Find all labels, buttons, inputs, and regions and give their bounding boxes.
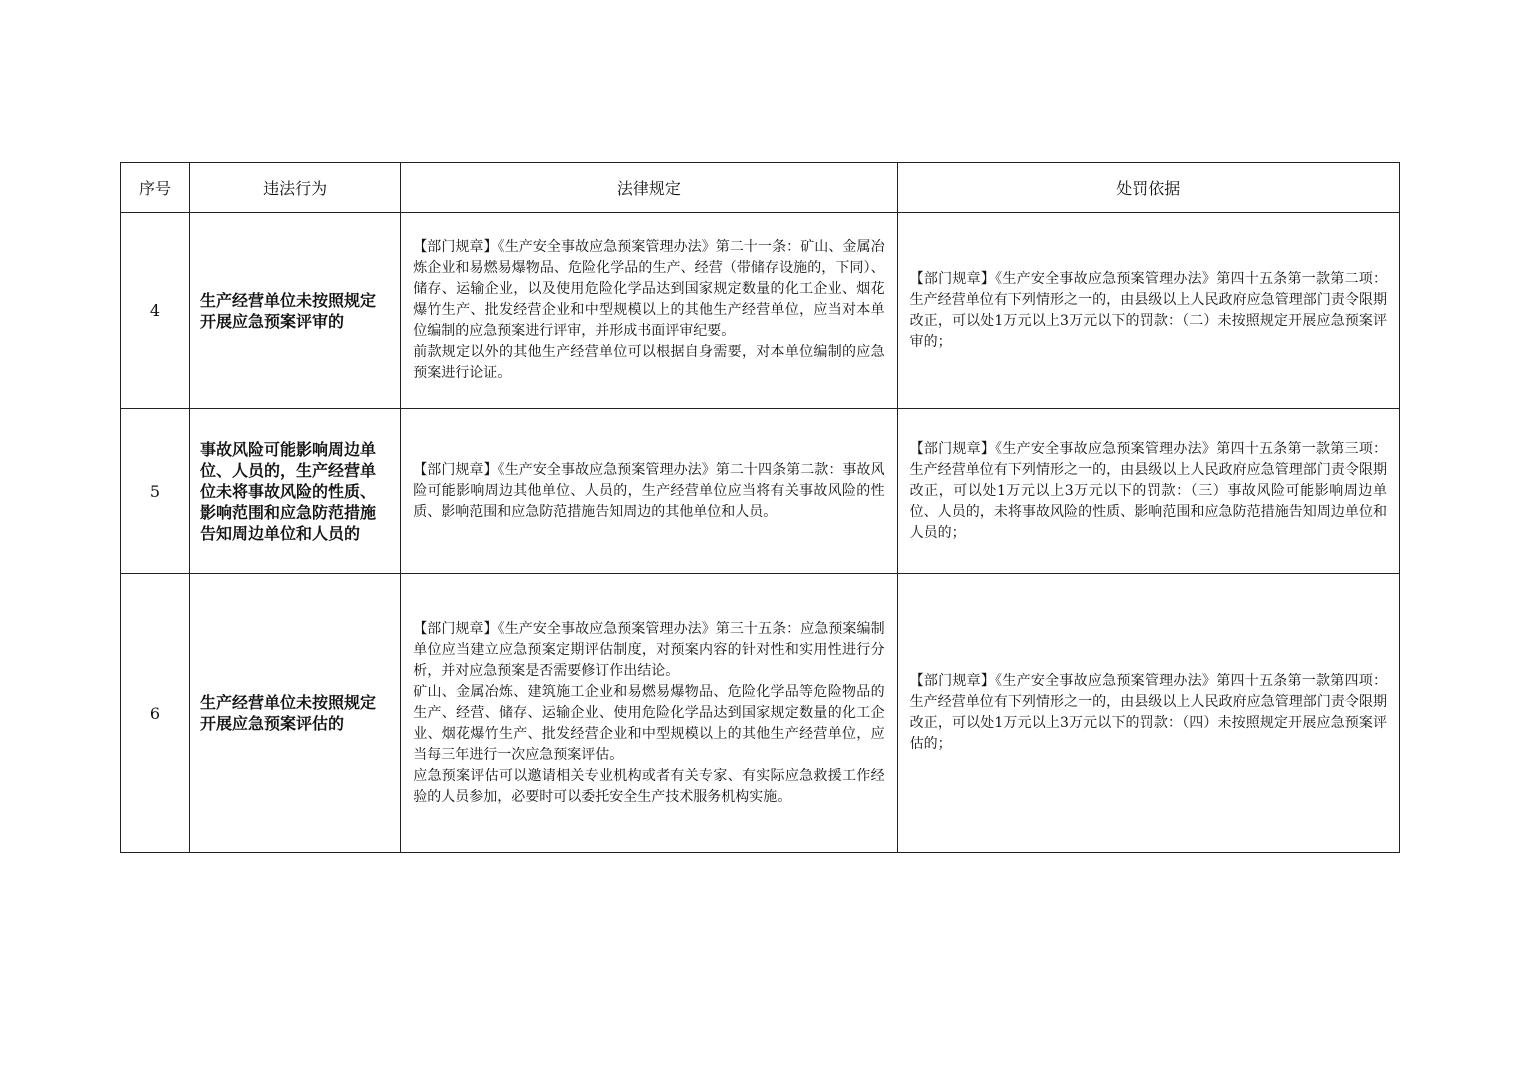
legal-paragraph: 矿山、金属冶炼、建筑施工企业和易燃易爆物品、危险化学品等危险物品的生产、经营、储存、运输企业、使用危险化学品达到国家规定数量的化工企业、烟花爆竹生产、批发经营企业和中型规模以上的其他生产经营单位，应当每三年进行一次应急预案评估。 — [413, 683, 885, 763]
penalty-basis-cell — [897, 409, 1399, 574]
legal-paragraph: 前款规定以外的其他生产经营单位可以根据自身需要，对本单位编制的应急预案进行论证。 — [413, 344, 885, 381]
violation-cell: 生产经营单位未按照规定开展应急预案评审的 — [190, 213, 401, 409]
header-penalty-basis: 处罚依据 — [897, 163, 1399, 213]
row-number: 4 — [121, 213, 190, 409]
header-violation: 违法行为 — [190, 163, 401, 213]
violation-cell: 生产经营单位未按照规定开展应急预案评估的 — [190, 574, 401, 853]
legal-paragraph: 【部门规章】《生产安全事故应急预案管理办法》第二十四条第二款：事故风险可能影响周边其他单位、人员的，生产经营单位应当将有关事故风险的性质、影响范围和应急防范措施告知周边的其他单位和人员。 — [413, 461, 885, 520]
legal-provision-cell — [401, 409, 897, 574]
legal-provision-cell — [401, 213, 897, 409]
regulation-table — [120, 162, 1400, 853]
header-legal-provision: 法律规定 — [401, 163, 897, 213]
penalty-basis-cell — [897, 213, 1399, 409]
row-number: 6 — [121, 574, 190, 853]
legal-paragraph: 【部门规章】《生产安全事故应急预案管理办法》第三十五条：应急预案编制单位应当建立应急预案定期评估制度，对预案内容的针对性和实用性进行分析，并对应急预案是否需要修订作出结论。 — [413, 620, 885, 679]
penalty-paragraph: 【部门规章】《生产安全事故应急预案管理办法》第四十五条第一款第二项：生产经营单位有下列情形之一的，由县级以上人民政府应急管理部门责令限期改正，可以处1万元以上3万元以下的罚款：（二）未按照规定开展应急预案评审的； — [909, 270, 1387, 350]
header-number: 序号 — [121, 163, 190, 213]
legal-paragraph: 【部门规章】《生产安全事故应急预案管理办法》第二十一条：矿山、金属冶炼企业和易燃易爆物品、危险化学品的生产、经营（带储存设施的，下同）、储存、运输企业，以及使用危险化学品达到国家规定数量的化工企业、烟花爆竹生产、批发经营企业和中型规模以上的其他生产经营单位，应当对本单位编制的应急预案进行评审，并形成书面评审纪要。 — [413, 239, 885, 339]
row-number: 5 — [121, 409, 190, 574]
penalty-paragraph: 【部门规章】《生产安全事故应急预案管理办法》第四十五条第一款第三项：生产经营单位有下列情形之一的，由县级以上人民政府应急管理部门责令限期改正，可以处1万元以上3万元以下的罚款：（三）事故风险可能影响周边单位、人员的，未将事故风险的性质、影响范围和应急防范措施告知周边单位和人员的； — [909, 440, 1387, 541]
violation-cell: 事故风险可能影响周边单位、人员的，生产经营单位未将事故风险的性质、影响范围和应急防范措施告知周边单位和人员的 — [190, 409, 401, 574]
penalty-basis-cell — [897, 574, 1399, 853]
legal-paragraph: 应急预案评估可以邀请相关专业机构或者有关专家、有实际应急救援工作经验的人员参加，必要时可以委托安全生产技术服务机构实施。 — [413, 767, 885, 805]
table-row — [121, 409, 1400, 574]
table-row — [121, 574, 1400, 853]
header-row — [121, 163, 1400, 213]
legal-provision-cell — [401, 574, 897, 853]
table-row — [121, 213, 1400, 409]
penalty-paragraph: 【部门规章】《生产安全事故应急预案管理办法》第四十五条第一款第四项：生产经营单位有下列情形之一的，由县级以上人民政府应急管理部门责令限期改正，可以处1万元以上3万元以下的罚款：（四）未按照规定开展应急预案评估的； — [909, 673, 1387, 752]
